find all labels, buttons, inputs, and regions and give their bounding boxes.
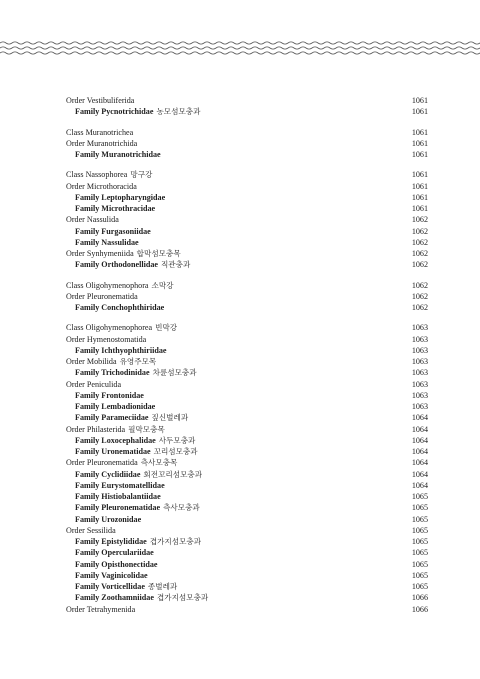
taxon-name: Family Parameciidae bbox=[75, 413, 149, 423]
toc-entry-family[interactable] bbox=[66, 480, 428, 491]
page-number: 1064 bbox=[411, 435, 428, 445]
page-number: 1065 bbox=[411, 503, 428, 513]
page-number: 1063 bbox=[411, 323, 428, 333]
taxon-name: Family Furgasoniidae bbox=[75, 226, 151, 236]
korean-name: 겹가지섬모충과 bbox=[156, 593, 209, 603]
taxon-name: Family Nassulidae bbox=[75, 237, 139, 247]
taxon-name: Family Operculariidae bbox=[75, 548, 154, 558]
page-number: 1061 bbox=[411, 204, 428, 213]
toc-entry-name bbox=[66, 280, 174, 291]
toc-entry-order[interactable] bbox=[66, 604, 428, 615]
toc-entry-name bbox=[66, 356, 156, 367]
page-number: 1063 bbox=[411, 357, 428, 366]
page-number: 1066 bbox=[411, 593, 428, 603]
page-number: 1062 bbox=[411, 226, 428, 236]
taxon-name: Order Muranotrichida bbox=[66, 138, 138, 148]
toc-entry-family[interactable] bbox=[66, 203, 428, 214]
toc-entry-name bbox=[66, 95, 134, 106]
toc-entry-order[interactable] bbox=[66, 291, 428, 302]
toc-entry-family[interactable] bbox=[66, 502, 428, 513]
toc-entry-class[interactable] bbox=[66, 280, 428, 291]
toc-entry-name bbox=[66, 570, 148, 581]
toc-entry-family[interactable] bbox=[66, 570, 428, 581]
page-number: 1063 bbox=[411, 345, 428, 355]
taxon-name: Family Vaginicolidae bbox=[75, 570, 148, 580]
taxon-name: Order Mobilida bbox=[66, 357, 117, 366]
taxon-name: Family Zoothamniidae bbox=[75, 593, 154, 603]
page-number: 1062 bbox=[411, 215, 428, 225]
page-number: 1062 bbox=[411, 260, 428, 270]
toc-entry-name bbox=[66, 469, 202, 480]
page-number: 1064 bbox=[411, 469, 428, 479]
korean-name: 직관충과 bbox=[160, 260, 191, 270]
toc-entry-name bbox=[66, 248, 181, 259]
toc-entry-order[interactable] bbox=[66, 525, 428, 536]
korean-name: 짚신벌레과 bbox=[151, 413, 189, 423]
taxon-name: Order Microthoracida bbox=[66, 181, 137, 191]
toc-entry-name bbox=[66, 446, 198, 457]
taxon-name: Class Oligohymenophora bbox=[66, 280, 149, 290]
page-number: 1062 bbox=[411, 237, 428, 247]
korean-name: 차륜섬모충과 bbox=[152, 368, 197, 378]
korean-name: 회전꼬리섬모충과 bbox=[143, 469, 203, 479]
toc-entry-name bbox=[66, 149, 161, 160]
taxon-name: Family Leptopharyngidae bbox=[75, 192, 166, 202]
toc-entry-order[interactable] bbox=[66, 214, 428, 225]
page-number: 1065 bbox=[411, 514, 428, 524]
toc-entry-name bbox=[66, 559, 158, 570]
page-number: 1062 bbox=[411, 249, 428, 258]
toc-entry-name bbox=[66, 390, 144, 401]
taxon-name: Class Nassophorea bbox=[66, 170, 128, 180]
toc-entry-name bbox=[66, 302, 164, 313]
taxon-name: Order Hymenostomatida bbox=[66, 334, 147, 344]
toc-entry-order[interactable] bbox=[66, 181, 428, 192]
page-number: 1065 bbox=[411, 537, 428, 546]
toc-entry-family[interactable] bbox=[66, 237, 428, 248]
toc-entry-name bbox=[66, 536, 201, 547]
page-number: 1061 bbox=[411, 192, 428, 202]
page-number: 1061 bbox=[411, 107, 428, 117]
toc-entry-order[interactable] bbox=[66, 356, 428, 367]
toc-entry-family[interactable] bbox=[66, 581, 428, 592]
toc-entry-name bbox=[66, 401, 155, 412]
page-number: 1061 bbox=[411, 150, 428, 159]
toc-entry-name bbox=[66, 604, 135, 615]
taxon-name: Family Ichthyophthiriidae bbox=[75, 345, 167, 355]
taxon-name: Family Opisthonectidae bbox=[75, 559, 158, 569]
toc-entry-family[interactable] bbox=[66, 412, 428, 423]
taxon-name: Order Tetrahymenida bbox=[66, 604, 136, 614]
korean-name: 필막모충목 bbox=[128, 424, 165, 434]
toc-entry-family[interactable] bbox=[66, 226, 428, 237]
table-of-contents bbox=[66, 95, 428, 615]
toc-entry-family[interactable] bbox=[66, 367, 428, 378]
taxon-name: Class Oligohymenophorea bbox=[66, 323, 153, 333]
korean-name: 종벌레과 bbox=[147, 582, 178, 591]
korean-name: 사두모충과 bbox=[158, 435, 196, 445]
page-number: 1066 bbox=[411, 604, 428, 614]
toc-entry-family[interactable] bbox=[66, 390, 428, 401]
taxon-name: Order Pleuronematida bbox=[66, 291, 138, 301]
toc-entry-name bbox=[66, 127, 133, 138]
taxon-name: Family Eurystomatellidae bbox=[75, 480, 165, 490]
toc-entry-family[interactable] bbox=[66, 547, 428, 558]
toc-entry-name bbox=[66, 367, 197, 378]
taxon-name: Class Muranotrichea bbox=[66, 127, 134, 137]
taxon-name: Order Vestibuliferida bbox=[66, 96, 135, 105]
taxon-name: Family Pycnotrichidae bbox=[75, 107, 154, 117]
toc-entry-family[interactable] bbox=[66, 345, 428, 356]
korean-name: 빈막강 bbox=[155, 323, 178, 333]
page-number: 1063 bbox=[411, 368, 428, 378]
korean-name: 소막강 bbox=[151, 280, 174, 290]
toc-entry-name bbox=[66, 491, 161, 502]
toc-entry-name bbox=[66, 226, 151, 237]
toc-entry-name bbox=[66, 502, 200, 513]
page-number: 1064 bbox=[411, 458, 428, 468]
toc-entry-family[interactable] bbox=[66, 446, 428, 457]
toc-entry-name bbox=[66, 379, 121, 390]
toc-entry-family[interactable] bbox=[66, 106, 428, 117]
korean-name: 측사모충목 bbox=[140, 458, 178, 468]
page-number: 1065 bbox=[411, 570, 428, 580]
page-number: 1065 bbox=[411, 525, 428, 535]
page-number: 1061 bbox=[411, 96, 428, 105]
toc-entry-family[interactable] bbox=[66, 259, 428, 270]
korean-name: 유영주모목 bbox=[119, 357, 157, 366]
taxon-name: Family Vorticellidae bbox=[75, 582, 145, 591]
toc-entry-family[interactable] bbox=[66, 435, 428, 446]
toc-entry-name bbox=[66, 592, 208, 603]
korean-name: 망구강 bbox=[130, 170, 153, 180]
page-number: 1062 bbox=[411, 291, 428, 301]
taxon-name: Family Loxocephalidae bbox=[75, 435, 156, 445]
toc-entry-name bbox=[66, 138, 137, 149]
page-number: 1061 bbox=[411, 127, 428, 137]
toc-entry-order[interactable] bbox=[66, 457, 428, 468]
page-number: 1065 bbox=[411, 492, 428, 501]
korean-name: 측사모충과 bbox=[163, 503, 200, 513]
toc-entry-name bbox=[66, 547, 154, 558]
toc-entry-order[interactable] bbox=[66, 248, 428, 259]
taxon-name: Order Pleuronematida bbox=[66, 458, 138, 468]
toc-entry-order[interactable] bbox=[66, 424, 428, 435]
page-number: 1064 bbox=[411, 413, 428, 423]
toc-entry-name bbox=[66, 514, 141, 525]
toc-entry-family[interactable] bbox=[66, 592, 428, 603]
taxon-name: Family Pleuronematidae bbox=[75, 503, 161, 513]
toc-entry-order[interactable] bbox=[66, 379, 428, 390]
taxon-name: Family Frontonidae bbox=[75, 390, 144, 400]
taxon-name: Order Philasterida bbox=[66, 424, 126, 434]
toc-entry-family[interactable] bbox=[66, 302, 428, 313]
toc-entry-name bbox=[66, 480, 165, 491]
taxon-name: Family Conchophthiridae bbox=[75, 303, 165, 312]
page-number: 1062 bbox=[411, 280, 428, 290]
page-number: 1065 bbox=[411, 548, 428, 558]
toc-entry-name bbox=[66, 203, 155, 214]
taxon-name: Order Peniculida bbox=[66, 379, 122, 389]
wavy-border-ornament bbox=[0, 38, 480, 60]
korean-name: 합막섬모충목 bbox=[136, 249, 181, 258]
toc-entry-family[interactable] bbox=[66, 149, 428, 160]
toc-entry-family[interactable] bbox=[66, 469, 428, 480]
taxon-name: Family Orthodonellidae bbox=[75, 260, 158, 270]
toc-entry-family[interactable] bbox=[66, 559, 428, 570]
toc-entry-name bbox=[66, 192, 165, 203]
toc-entry-name bbox=[66, 214, 119, 225]
toc-entry-order[interactable] bbox=[66, 334, 428, 345]
toc-entry-order[interactable] bbox=[66, 138, 428, 149]
toc-entry-family[interactable] bbox=[66, 401, 428, 412]
taxon-name: Family Uronematidae bbox=[75, 447, 151, 456]
toc-entry-family[interactable] bbox=[66, 192, 428, 203]
taxon-name: Family Histiobalantiidae bbox=[75, 492, 161, 501]
toc-entry-family[interactable] bbox=[66, 536, 428, 547]
taxon-name: Order Sessilida bbox=[66, 525, 116, 535]
page-number: 1062 bbox=[411, 303, 428, 312]
toc-entry-name bbox=[66, 435, 195, 446]
toc-entry-name bbox=[66, 259, 190, 270]
toc-entry-name bbox=[66, 412, 188, 423]
page-number: 1064 bbox=[411, 480, 428, 490]
page-number: 1064 bbox=[411, 424, 428, 434]
toc-entry-class[interactable] bbox=[66, 127, 428, 138]
toc-entry-name bbox=[66, 237, 139, 248]
page-number: 1061 bbox=[411, 170, 428, 180]
toc-entry-name bbox=[66, 334, 146, 345]
toc-entry-name bbox=[66, 291, 138, 302]
page-number: 1063 bbox=[411, 402, 428, 411]
toc-entry-name bbox=[66, 581, 177, 592]
toc-entry-name bbox=[66, 525, 116, 536]
korean-name: 농모섬모충과 bbox=[156, 107, 201, 117]
taxon-name: Order Synhymeniida bbox=[66, 249, 134, 258]
page-number: 1063 bbox=[411, 390, 428, 400]
taxon-name: Family Microthracidae bbox=[75, 204, 156, 213]
page-number: 1061 bbox=[411, 138, 428, 148]
toc-entry-name bbox=[66, 322, 177, 333]
page-number: 1064 bbox=[411, 447, 428, 456]
toc-entry-name bbox=[66, 181, 137, 192]
page-number: 1065 bbox=[411, 582, 428, 591]
toc-entry-name bbox=[66, 345, 167, 356]
toc-entry-name bbox=[66, 424, 165, 435]
taxon-name: Family Lembadionidae bbox=[75, 402, 156, 411]
toc-entry-class[interactable] bbox=[66, 169, 428, 180]
taxon-name: Family Urozonidae bbox=[75, 514, 142, 524]
toc-entry-name bbox=[66, 457, 177, 468]
taxon-name: Order Nassulida bbox=[66, 215, 119, 225]
toc-entry-name bbox=[66, 106, 200, 117]
toc-entry-name bbox=[66, 169, 152, 180]
toc-entry-family[interactable] bbox=[66, 491, 428, 502]
taxon-name: Family Trichodinidae bbox=[75, 368, 150, 378]
korean-name: 꼬리섬모충과 bbox=[153, 447, 198, 456]
taxon-name: Family Epistylididae bbox=[75, 537, 147, 546]
page-number: 1063 bbox=[411, 334, 428, 344]
toc-entry-family[interactable] bbox=[66, 514, 428, 525]
toc-entry-class[interactable] bbox=[66, 322, 428, 333]
toc-entry-order[interactable] bbox=[66, 95, 428, 106]
page-number: 1063 bbox=[411, 379, 428, 389]
page-number: 1065 bbox=[411, 559, 428, 569]
taxon-name: Family Cyclidiidae bbox=[75, 469, 141, 479]
taxon-name: Family Muranotrichidae bbox=[75, 150, 161, 159]
page-number: 1061 bbox=[411, 181, 428, 191]
korean-name: 겹가지섬모충과 bbox=[149, 537, 202, 546]
